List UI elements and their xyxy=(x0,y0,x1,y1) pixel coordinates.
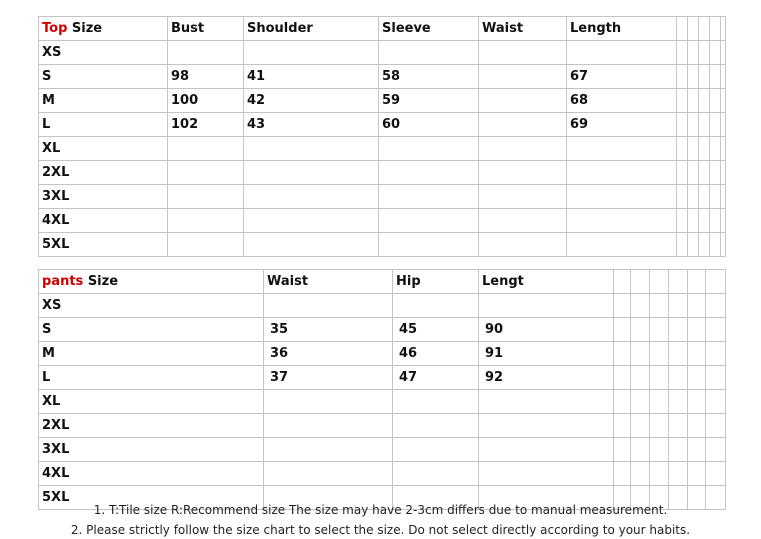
size-label: M xyxy=(39,89,168,113)
spacer-cell xyxy=(614,270,631,294)
header-waist: Waist xyxy=(264,270,393,294)
length-cell xyxy=(567,185,677,209)
spacer-cell xyxy=(669,414,688,438)
spacer-cell xyxy=(710,89,721,113)
spacer-cell xyxy=(710,137,721,161)
waist-cell: 37 xyxy=(264,366,393,390)
spacer-cell xyxy=(699,185,710,209)
table-row xyxy=(39,438,726,462)
size-label: 3XL xyxy=(39,185,168,209)
length-cell xyxy=(567,41,677,65)
table-row xyxy=(39,113,726,137)
spacer-cell xyxy=(688,390,706,414)
spacer-cell xyxy=(706,342,726,366)
size-label: 5XL xyxy=(39,486,264,510)
size-label: 2XL xyxy=(39,414,264,438)
waist-cell xyxy=(479,41,567,65)
table-row xyxy=(39,462,726,486)
spacer-cell xyxy=(650,462,669,486)
shoulder-cell: 43 xyxy=(244,113,379,137)
waist-cell xyxy=(264,438,393,462)
table-header-row xyxy=(39,17,726,41)
spacer-cell xyxy=(688,342,706,366)
spacer-cell xyxy=(631,414,650,438)
bust-cell: 100 xyxy=(168,89,244,113)
hip-cell xyxy=(393,390,479,414)
spacer-cell xyxy=(706,462,726,486)
shoulder-cell xyxy=(244,161,379,185)
header-waist: Waist xyxy=(479,17,567,41)
spacer-cell xyxy=(669,342,688,366)
spacer-cell xyxy=(614,462,631,486)
size-label: 5XL xyxy=(39,233,168,257)
size-label: 4XL xyxy=(39,462,264,486)
pants-title-rest: Size xyxy=(83,274,119,289)
spacer-cell xyxy=(677,209,688,233)
table-row xyxy=(39,89,726,113)
hip-cell xyxy=(393,462,479,486)
spacer-cell xyxy=(614,366,631,390)
bust-cell xyxy=(168,233,244,257)
spacer-cell xyxy=(631,438,650,462)
length-cell: 92 xyxy=(479,366,614,390)
spacer-cell xyxy=(710,65,721,89)
spacer-cell xyxy=(688,137,699,161)
table-row xyxy=(39,137,726,161)
shoulder-cell: 41 xyxy=(244,65,379,89)
spacer-cell xyxy=(706,270,726,294)
length-cell xyxy=(479,462,614,486)
spacer-cell xyxy=(677,233,688,257)
spacer-cell xyxy=(677,161,688,185)
waist-cell: 35 xyxy=(264,318,393,342)
shoulder-cell xyxy=(244,209,379,233)
hip-cell xyxy=(393,438,479,462)
pants-title-accent: pants xyxy=(42,274,84,289)
sleeve-cell: 59 xyxy=(379,89,479,113)
spacer-cell xyxy=(650,342,669,366)
bust-cell: 102 xyxy=(168,113,244,137)
spacer-cell xyxy=(706,390,726,414)
spacer-cell xyxy=(669,366,688,390)
top-size-title xyxy=(39,17,168,41)
length-cell: 67 xyxy=(567,65,677,89)
spacer-cell xyxy=(688,17,699,41)
table-row xyxy=(39,41,726,65)
spacer-cell xyxy=(669,270,688,294)
spacer-cell xyxy=(688,270,706,294)
sleeve-cell xyxy=(379,137,479,161)
spacer-cell xyxy=(631,366,650,390)
table-row xyxy=(39,366,726,390)
sleeve-cell xyxy=(379,233,479,257)
table-row xyxy=(39,294,726,318)
spacer-cell xyxy=(710,17,721,41)
spacer-cell xyxy=(631,270,650,294)
note-follow-chart: 2. Please strictly follow the size chart to select the size. Do not select directly according to your habits. xyxy=(70,523,691,537)
spacer-cell xyxy=(631,294,650,318)
size-label: XS xyxy=(39,41,168,65)
length-cell xyxy=(567,209,677,233)
length-cell: 90 xyxy=(479,318,614,342)
spacer-cell xyxy=(677,185,688,209)
spacer-cell xyxy=(688,462,706,486)
hip-cell xyxy=(393,294,479,318)
spacer-cell xyxy=(699,209,710,233)
spacer-cell xyxy=(710,113,721,137)
spacer-cell xyxy=(669,438,688,462)
spacer-cell xyxy=(721,41,726,65)
spacer-cell xyxy=(721,17,726,41)
note-tile-size: 1. T:Tile size R:Recommend size The size may have 2-3cm differs due to manual measurement. xyxy=(93,503,668,517)
spacer-cell xyxy=(614,342,631,366)
spacer-cell xyxy=(721,137,726,161)
waist-cell xyxy=(264,414,393,438)
table-row xyxy=(39,318,726,342)
header-sleeve: Sleeve xyxy=(379,17,479,41)
spacer-cell xyxy=(721,65,726,89)
spacer-cell xyxy=(706,318,726,342)
waist-cell xyxy=(479,185,567,209)
sleeve-cell xyxy=(379,209,479,233)
spacer-cell xyxy=(721,185,726,209)
spacer-cell xyxy=(614,318,631,342)
spacer-cell xyxy=(688,209,699,233)
spacer-cell xyxy=(706,414,726,438)
spacer-cell xyxy=(669,462,688,486)
spacer-cell xyxy=(699,113,710,137)
spacer-cell xyxy=(699,161,710,185)
spacer-cell xyxy=(710,233,721,257)
spacer-cell xyxy=(688,89,699,113)
spacer-cell xyxy=(650,438,669,462)
length-cell xyxy=(567,137,677,161)
table-row xyxy=(39,161,726,185)
spacer-cell xyxy=(706,438,726,462)
sleeve-cell xyxy=(379,41,479,65)
sleeve-cell: 60 xyxy=(379,113,479,137)
spacer-cell xyxy=(710,41,721,65)
spacer-cell xyxy=(614,414,631,438)
spacer-cell xyxy=(650,270,669,294)
waist-cell xyxy=(479,89,567,113)
header-shoulder: Shoulder xyxy=(244,17,379,41)
hip-cell: 46 xyxy=(393,342,479,366)
length-cell xyxy=(479,294,614,318)
spacer-cell xyxy=(699,17,710,41)
size-label: XS xyxy=(39,294,264,318)
spacer-cell xyxy=(706,294,726,318)
spacer-cell xyxy=(710,161,721,185)
spacer-cell xyxy=(710,209,721,233)
table-row xyxy=(39,390,726,414)
spacer-cell xyxy=(721,113,726,137)
spacer-cell xyxy=(688,438,706,462)
sleeve-cell xyxy=(379,161,479,185)
spacer-cell xyxy=(614,294,631,318)
bust-cell xyxy=(168,209,244,233)
waist-cell xyxy=(479,233,567,257)
spacer-cell xyxy=(710,185,721,209)
bust-cell xyxy=(168,161,244,185)
spacer-cell xyxy=(699,65,710,89)
hip-cell: 47 xyxy=(393,366,479,390)
bust-cell xyxy=(168,185,244,209)
shoulder-cell: 42 xyxy=(244,89,379,113)
table-row xyxy=(39,414,726,438)
length-cell: 68 xyxy=(567,89,677,113)
size-label: L xyxy=(39,366,264,390)
length-cell xyxy=(479,438,614,462)
spacer-cell xyxy=(699,41,710,65)
spacer-cell xyxy=(677,89,688,113)
spacer-cell xyxy=(721,233,726,257)
spacer-cell xyxy=(677,137,688,161)
size-label: XL xyxy=(39,137,168,161)
spacer-cell xyxy=(631,342,650,366)
pants-size-title xyxy=(39,270,264,294)
header-length: Length xyxy=(567,17,677,41)
size-label: XL xyxy=(39,390,264,414)
header-hip: Hip xyxy=(393,270,479,294)
table-row xyxy=(39,233,726,257)
size-label: L xyxy=(39,113,168,137)
waist-cell xyxy=(264,390,393,414)
spacer-cell xyxy=(688,185,699,209)
bust-cell: 98 xyxy=(168,65,244,89)
spacer-cell xyxy=(631,318,650,342)
size-label: M xyxy=(39,342,264,366)
hip-cell: 45 xyxy=(393,318,479,342)
spacer-cell xyxy=(650,390,669,414)
top-size-table xyxy=(38,16,726,257)
length-cell xyxy=(567,161,677,185)
hip-cell xyxy=(393,414,479,438)
bust-cell xyxy=(168,137,244,161)
spacer-cell xyxy=(699,137,710,161)
spacer-cell xyxy=(688,233,699,257)
length-cell xyxy=(479,414,614,438)
table-header-row xyxy=(39,270,726,294)
header-bust: Bust xyxy=(168,17,244,41)
size-label: 3XL xyxy=(39,438,264,462)
shoulder-cell xyxy=(244,41,379,65)
length-cell xyxy=(479,390,614,414)
spacer-cell xyxy=(677,113,688,137)
sleeve-cell: 58 xyxy=(379,65,479,89)
sleeve-cell xyxy=(379,185,479,209)
spacer-cell xyxy=(650,366,669,390)
spacer-cell xyxy=(669,294,688,318)
spacer-cell xyxy=(688,161,699,185)
spacer-cell xyxy=(631,462,650,486)
spacer-cell xyxy=(631,390,650,414)
spacer-cell xyxy=(688,65,699,89)
spacer-cell xyxy=(650,414,669,438)
spacer-cell xyxy=(669,390,688,414)
length-cell xyxy=(567,233,677,257)
spacer-cell xyxy=(706,366,726,390)
spacer-cell xyxy=(721,89,726,113)
spacer-cell xyxy=(650,318,669,342)
table-row xyxy=(39,209,726,233)
spacer-cell xyxy=(677,17,688,41)
spacer-cell xyxy=(614,438,631,462)
size-label: 2XL xyxy=(39,161,168,185)
spacer-cell xyxy=(688,113,699,137)
bust-cell xyxy=(168,41,244,65)
waist-cell xyxy=(479,65,567,89)
header-length: Lengt xyxy=(479,270,614,294)
top-title-rest: Size xyxy=(67,21,103,36)
length-cell: 69 xyxy=(567,113,677,137)
shoulder-cell xyxy=(244,233,379,257)
spacer-cell xyxy=(699,233,710,257)
table-row xyxy=(39,342,726,366)
top-title-accent: Top xyxy=(42,21,68,36)
spacer-cell xyxy=(688,414,706,438)
waist-cell xyxy=(264,294,393,318)
size-label: S xyxy=(39,65,168,89)
length-cell: 91 xyxy=(479,342,614,366)
spacer-cell xyxy=(688,294,706,318)
spacer-cell xyxy=(721,209,726,233)
size-label: 4XL xyxy=(39,209,168,233)
spacer-cell xyxy=(614,390,631,414)
waist-cell xyxy=(264,462,393,486)
waist-cell xyxy=(479,209,567,233)
spacer-cell xyxy=(721,161,726,185)
spacer-cell xyxy=(677,41,688,65)
spacer-cell xyxy=(669,318,688,342)
waist-cell xyxy=(479,137,567,161)
spacer-cell xyxy=(650,294,669,318)
spacer-cell xyxy=(699,89,710,113)
shoulder-cell xyxy=(244,137,379,161)
spacer-cell xyxy=(688,41,699,65)
pants-size-table xyxy=(38,269,726,510)
table-row xyxy=(39,185,726,209)
size-label: S xyxy=(39,318,264,342)
waist-cell xyxy=(479,161,567,185)
spacer-cell xyxy=(677,65,688,89)
spacer-cell xyxy=(688,318,706,342)
shoulder-cell xyxy=(244,185,379,209)
waist-cell: 36 xyxy=(264,342,393,366)
waist-cell xyxy=(479,113,567,137)
table-row xyxy=(39,65,726,89)
spacer-cell xyxy=(688,366,706,390)
